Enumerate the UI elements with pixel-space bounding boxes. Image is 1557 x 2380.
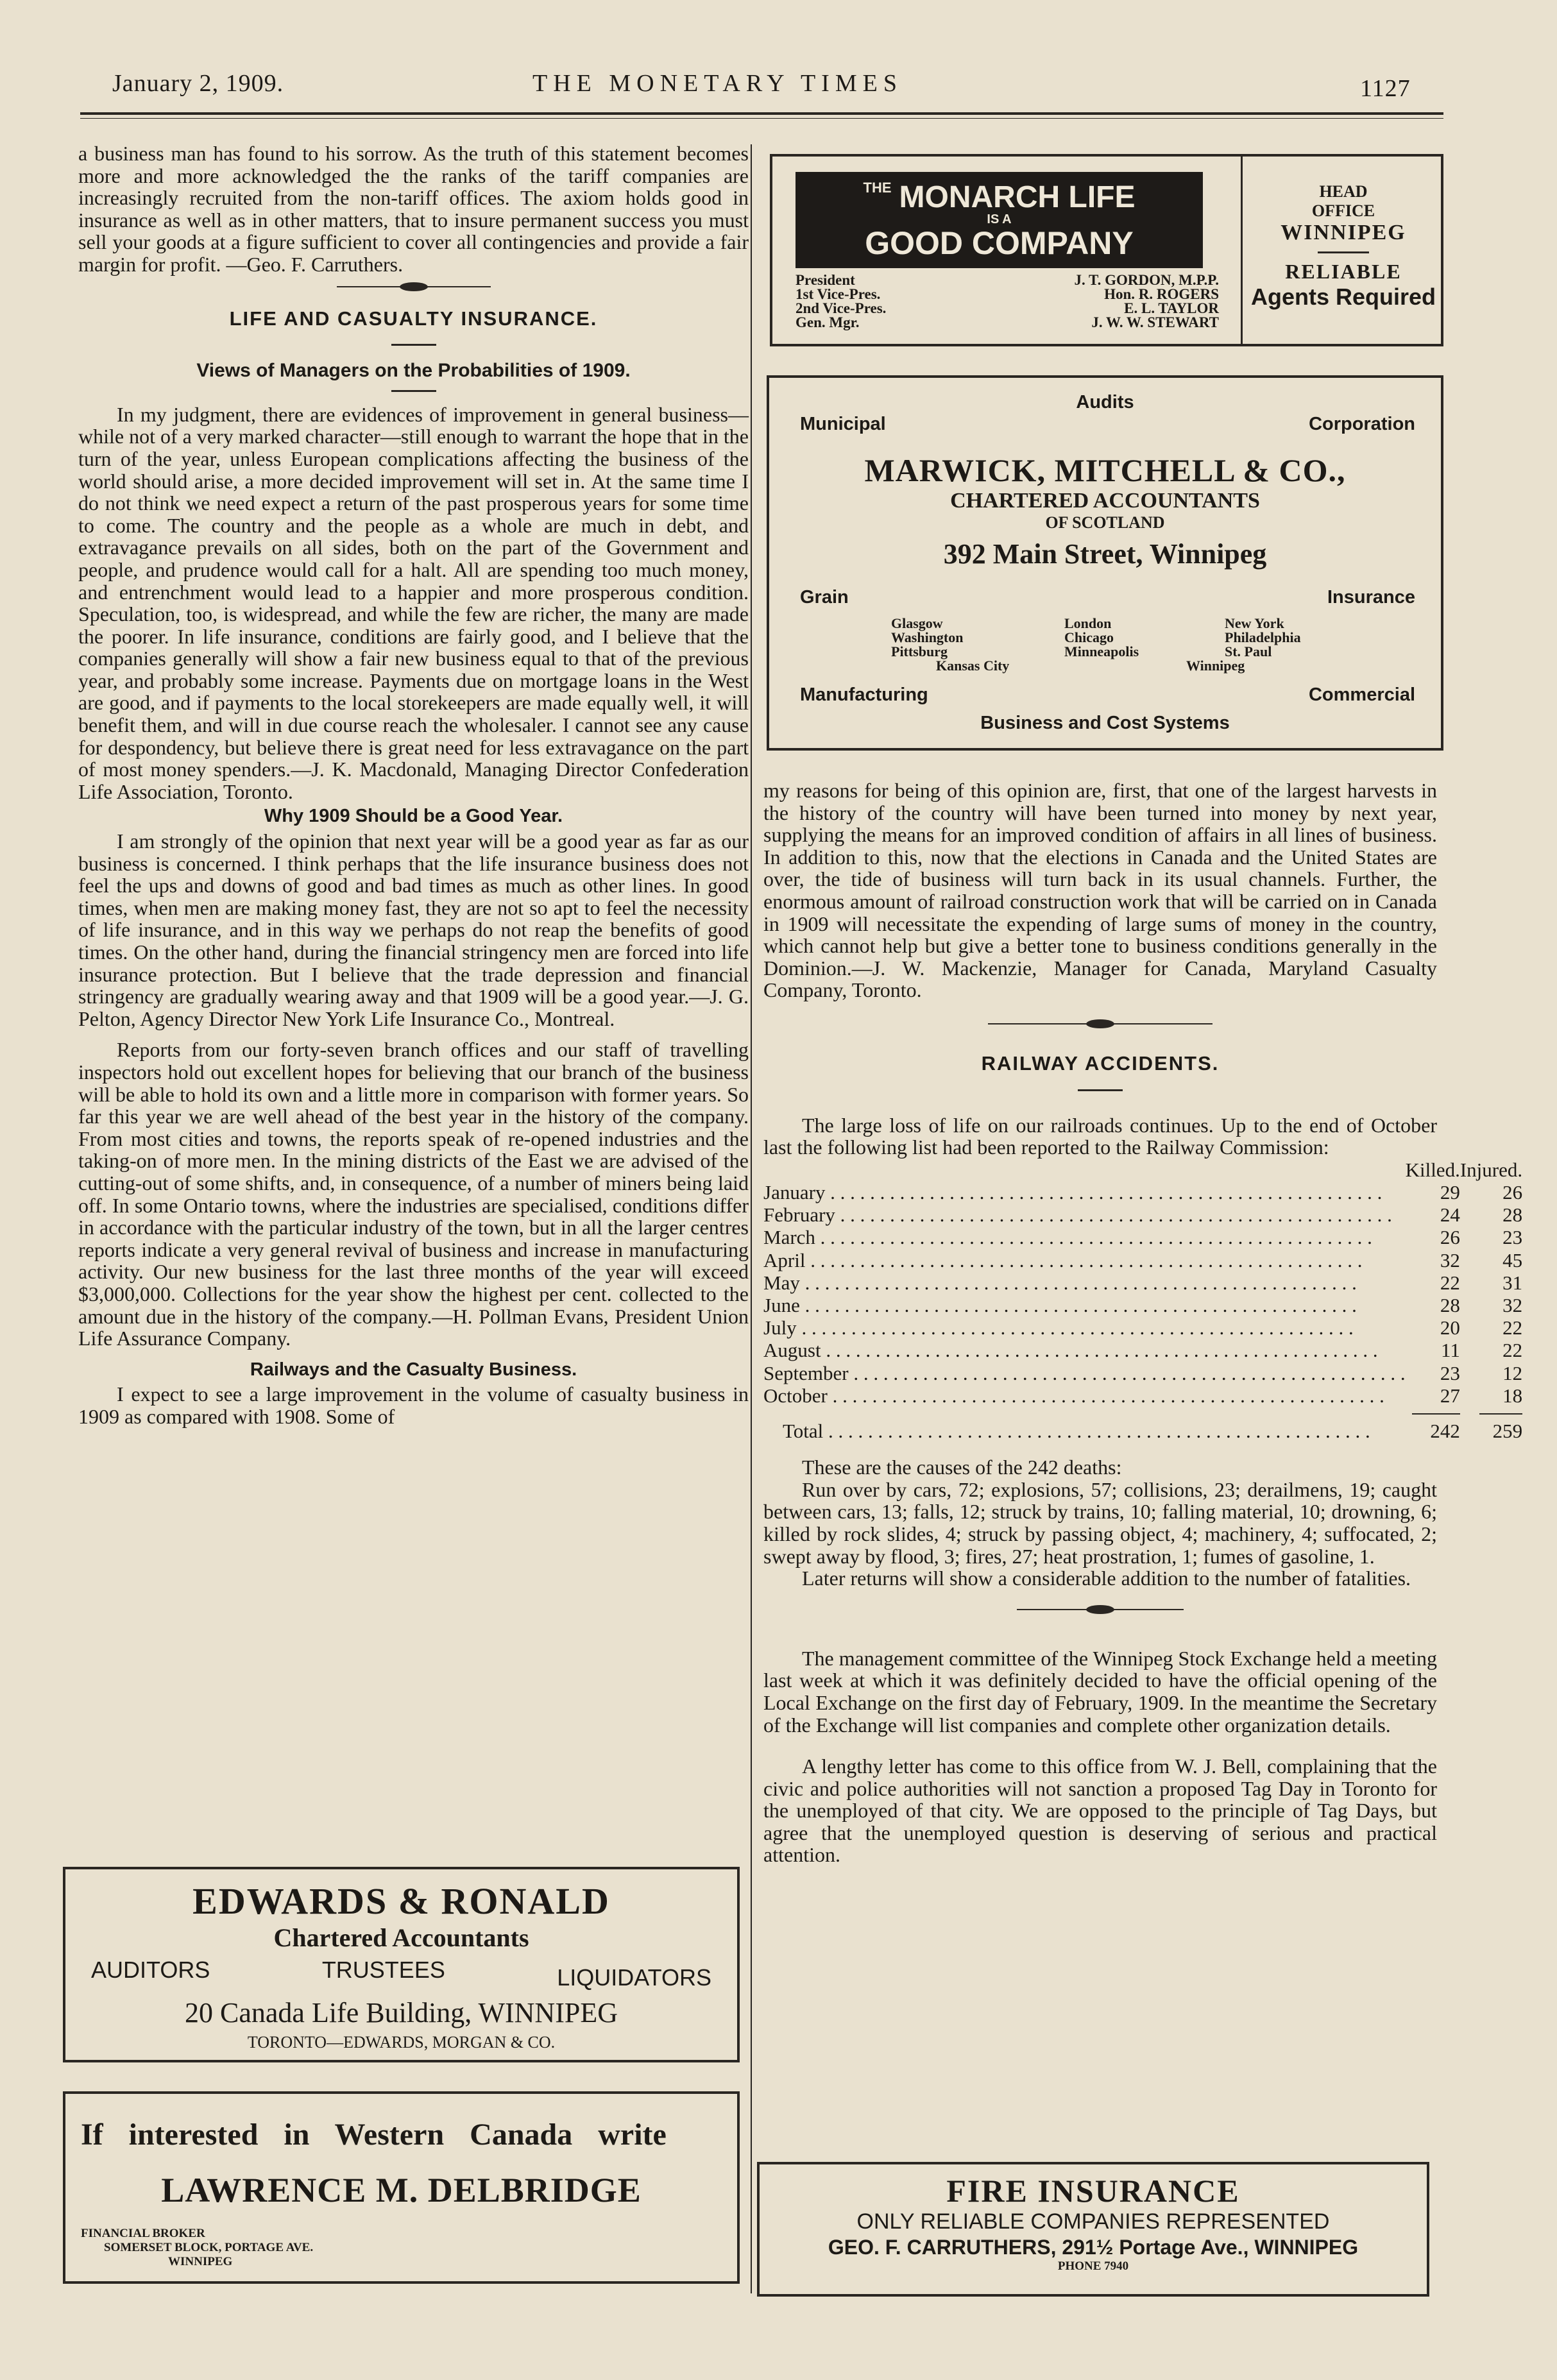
killed-value: 29 (1440, 1180, 1460, 1203)
killed-value: 22 (1440, 1271, 1460, 1294)
officer-name: E. L. TAYLOR (1124, 300, 1219, 316)
injured-value: 28 (1502, 1203, 1523, 1227)
section-heading: LIFE AND CASUALTY INSURANCE. (229, 307, 598, 330)
officer-name: J. T. GORDON, M.P.P. (1074, 272, 1219, 288)
month-label: July (763, 1316, 797, 1339)
marwick-commercial: Commercial (1308, 684, 1415, 705)
ornament-divider (1017, 1605, 1184, 1614)
injured-value: 22 (1502, 1339, 1523, 1362)
marwick-audits: Audits (1076, 392, 1134, 412)
left-column (78, 142, 749, 1427)
injured-value: 26 (1502, 1180, 1523, 1203)
later-returns: Later returns will show a considerable addition to the number of fatalities. (802, 1567, 1411, 1590)
stock-exchange-paragraph: The management committee of the Winnipeg Stock Exchange held a meeting last week at which it was definitely decided to have the official opening of the Local Exchange on the first day of February, 1909. In the meantime the Secretary of the Exchange will list companies and complete other organization details. (763, 1646, 1437, 1737)
edwards-services (65, 1953, 737, 1991)
edwards-ronald-name: EDWARDS & RONALD (192, 1880, 610, 1922)
table-row: September . . . . . . . . . . . . . . . . . . . . . . . . . . . . . . . . . . . . . . . . . . . . . . . . . . . . . . . . 23 12 (763, 1361, 1523, 1384)
month-label: January (763, 1180, 826, 1203)
table-row: May . . . . . . . . . . . . . . . . . . . . . . . . . . . . . . . . . . . . . . . . . . . . . . . . . . . . . . . . 22 31 (763, 1271, 1523, 1294)
killed-value: 23 (1440, 1361, 1460, 1384)
delbridge-role: FINANCIAL BROKER (81, 2227, 205, 2240)
city-name: Philadelphia (1225, 629, 1301, 645)
table-row: April . . . . . . . . . . . . . . . . . . . . . . . . . . . . . . . . . . . . . . . . . . . . . . . . . . . . . . . . 32 45 (763, 1248, 1523, 1271)
marwick-insurance: Insurance (1327, 587, 1415, 608)
reliable-label: RELIABLE (1285, 260, 1402, 283)
edwards-ronald-ad (63, 1867, 740, 2062)
running-date: January 2, 1909. (112, 70, 284, 97)
officer-name: J. W. W. STEWART (1091, 314, 1219, 330)
month-label: May (763, 1271, 800, 1294)
month-label: October (763, 1384, 828, 1407)
monarch-life-ad (770, 154, 1443, 346)
monarch-head-office (1247, 182, 1440, 310)
table-row: February . . . . . . . . . . . . . . . . . . . . . . . . . . . . . . . . . . . . . . . . . . . . . . . . . . . . . . . . 24 28 (763, 1203, 1523, 1227)
header-rule-thin (80, 118, 1443, 119)
officer-name: Hon. R. ROGERS (1104, 286, 1219, 302)
auditors-label: AUDITORS (91, 1957, 210, 1983)
railway-heading-rule (1078, 1089, 1123, 1091)
journal-title: THE MONETARY TIMES (532, 70, 903, 97)
table-row: October . . . . . . . . . . . . . . . . . . . . . . . . . . . . . . . . . . . . . . . . . . . . . . . . . . . . . . . . 27 18 (763, 1384, 1523, 1407)
fire-phone: PHONE 7940 (1057, 2259, 1129, 2273)
tag-day-paragraph: A lengthy letter has come to this office from W. J. Bell, complaining that the civic and police authorities will not sanction a proposed Tag Day in Toronto for the unemployed of that city. We are opposed to the principle of Tag Days, but agree that the unemployed question is deserving of serious and practical attention. (763, 1755, 1437, 1867)
killed-value: 24 (1440, 1203, 1460, 1227)
fire-insurance-ad (757, 2162, 1429, 2297)
city-name: New York (1225, 615, 1284, 631)
pelton-paragraph: I am strongly of the opinion that next year will be a good year as far as our business is concerned. I think perhaps that the life insurance business does not feel the ups and downs of good and bad times as much as other lines. In good times, when men are making money fast, they are not so apt to feel the necessity of life insurance, and in this way we perhaps do not reap the benefits of good times. On the other hand, during the financial stringency men are forced into life insurance protection. But I believe that the trade depression and financial stringency are gradually wearing away and that 1909 will be a good year.—J. G. Pelton, Agency Director New York Life Insurance Co., Montreal. (78, 829, 749, 1030)
total-rule-row (763, 1407, 1522, 1420)
delbridge-address: SOMERSET BLOCK, PORTAGE AVE. (104, 2241, 314, 2254)
mackenzie-paragraph: my reasons for being of this opinion are, first, that one of the largest harvests in the history of the country will have been turned into money by next year, supplying the means for an improved condition of affairs in all lines of business. In addition to this, now that the elections in Canada and the United States are over, the tide of business will turn back in its usual channels. Further, the enormous amount of railroad construction work that will be carried on in Canada in 1909 will necessitate the expending of large sums of money in the country, which cannot help but give a better tone to business conditions generally in the Dominion.—J. W. Mackenzie, Manager for Canada, Maryland Casualty Company, Toronto. (763, 779, 1437, 1002)
ornament-divider (337, 282, 491, 291)
month-label: September (763, 1361, 849, 1384)
city-name: Minneapolis (1064, 643, 1139, 659)
fire-address: GEO. F. CARRUTHERS, 291½ Portage Ave., WINNIPEG (828, 2236, 1359, 2259)
table-total-row: Total . . . . . . . . . . . . . . . . . . . . . . . . . . . . . . . . . . . . . . . . . . . . . . . . . . . . . . . 242 259 (783, 1419, 1523, 1442)
table-header-row (763, 1159, 1522, 1181)
office-label: OFFICE (1311, 201, 1375, 220)
macdonald-paragraph: In my judgment, there are evidences of improvement in general business—while not of a very marked character—still enough to warrant the hope that in the turn of the year, unless European complications affecting the business of the world should arise, a more decided improvement will set in. At the same time I do not think we need expect a return of the past prosperous years for some time to come. The country and the people as a whole are much in debt, and extravagance prevails on all sides, both on the part of the Government and people, and prudence would call for a halt. All are spending too much money, and entrenchment would lead to a happier and more prosperous condition. Speculation, too, is widespread, and while the few are richer, the many are made the poorer. In life insurance, conditions are fairly good, and I believe that the companies generally will show a fair new business equal to that of the previous year, and probably some increase. Payments due on mortgage loans in the West are good, and if payments to the local storekeepers are made equally well, it will benefit them, and will in due course reach the wholesaler. I cannot see any cause for despondency, but believe there is great need for less extravagance on the part of most money spenders.—J. K. Macdonald, Managing Director Confederation Life Association, Toronto. (78, 402, 749, 803)
head-label: HEAD (1319, 182, 1368, 201)
subheading-rule (391, 390, 436, 392)
city-name: Washington (891, 629, 964, 645)
table-row: August . . . . . . . . . . . . . . . . . . . . . . . . . . . . . . . . . . . . . . . . . . . . . . . . . . . . . . . . 11 22 (763, 1339, 1523, 1362)
killed-value: 28 (1440, 1293, 1460, 1316)
right-column (763, 779, 1523, 1867)
section-subheading: Views of Managers on the Probabilities of 1909. (196, 360, 631, 382)
monarch-officers (796, 273, 1219, 330)
monarch-the: THE (863, 180, 892, 196)
marwick-address: 392 Main Street, Winnipeg (943, 538, 1267, 570)
railway-intro: The large loss of life on our railroads continues. Up to the end of October last the following list had been reported to the Railway Commission: (763, 1113, 1437, 1159)
officer-title: 2nd Vice-Pres. (796, 300, 887, 316)
killed-value: 11 (1440, 1339, 1460, 1362)
month-label: August (763, 1339, 821, 1362)
table-row: March . . . . . . . . . . . . . . . . . . . . . . . . . . . . . . . . . . . . . . . . . . . . . . . . . . . . . . . . 26 23 (763, 1226, 1523, 1249)
marwick-mitchell-ad (767, 375, 1443, 751)
marwick-name: MARWICK, MITCHELL & CO., (864, 452, 1346, 488)
monarch-divider (1241, 157, 1243, 344)
marwick-manufacturing: Manufacturing (800, 684, 928, 705)
marwick-systems: Business and Cost Systems (980, 713, 1230, 733)
evans-paragraph: Reports from our forty-seven branch offices and our staff of travelling inspectors hold out excellent hopes for believing that our branch of the business will be able to hold its own and a little more in comparison with former years. So far this year we are well ahead of the best year in the history of the company. From most cities and towns, the reports speak of re-opened industries and the taking-on of more men. In the mining districts of the East we are advised of the cutting-out of some shifts, and, in consequence, of a number of miners being laid off. In some Ontario towns, where the industries are specialised, conditions differ in accordance with the particular industry of the town, but in all the larger centres reports indicate a very general revival of business and increase in manufacturing activity. Our new business for the last three months of the year will exceed $3,000,000. Collections for the year show the highest per cent. collected to the amount due in the history of the company.—H. Pollman Evans, President Union Life Assurance Company. (78, 1038, 749, 1350)
city-name: Glasgow (891, 615, 943, 631)
causes-intro: These are the causes of the 242 deaths: (802, 1456, 1122, 1479)
heading-rule (391, 344, 436, 346)
table-row: July . . . . . . . . . . . . . . . . . . . . . . . . . . . . . . . . . . . . . . . . . . . . . . . . . . . . . . . . 20 22 (763, 1316, 1523, 1339)
officer-title: Gen. Mgr. (796, 314, 860, 330)
officer-title: 1st Vice-Pres. (796, 286, 881, 302)
city-name: Pittsburg (891, 643, 948, 659)
intro-paragraph: a business man has found to his sorrow. As the truth of this statement becomes more and more acknowledged the the ranks of the tariff companies are increasingly recruited from the non-tariff offices. The axiom holds good in insurance as well as in other matters, that to insure permanent success you must sell your goods at a figure sufficient to cover all contingencies and provide a fair margin for profit. —Geo. F. Carruthers. (78, 142, 749, 276)
casualty-paragraph: I expect to see a large improvement in the volume of casualty business in 1909 as compared with 1908. Some of (78, 1382, 749, 1428)
header-rule (80, 112, 1443, 115)
monarch-name: MONARCH LIFE (899, 180, 1136, 214)
edwards-subtitle: Chartered Accountants (273, 1923, 529, 1952)
page-number: 1127 (1360, 75, 1411, 102)
month-label: March (763, 1226, 815, 1249)
marwick-municipal: Municipal (800, 414, 886, 434)
injured-value: 31 (1502, 1271, 1523, 1294)
monarch-is-a: IS A (987, 212, 1012, 226)
total-injured: 259 (1492, 1419, 1523, 1442)
causes-list: Run over by cars, 72; explosions, 57; collisions, 23; derailmens, 19; caught between cars, 13; falls, 12; struck by trains, 10; falling material, 10; drowning, 6; killed by rock slides, 4; struck by passing object, 4; machinery, 4; suffocated, 2; swept away by flood, 3; fires, 27; heat prostration, 1; fumes of gasoline, 1. (763, 1477, 1437, 1568)
delbridge-city: WINNIPEG (168, 2255, 233, 2268)
agents-required: Agents Required (1250, 284, 1436, 310)
monarch-banner (796, 172, 1203, 268)
city-name: Winnipeg (1186, 658, 1245, 674)
why-1909-heading: Why 1909 Should be a Good Year. (264, 806, 563, 827)
killed-value: 26 (1440, 1226, 1460, 1249)
city-name: London (1064, 615, 1112, 631)
delbridge-ad (63, 2091, 740, 2284)
monarch-rule (1318, 251, 1369, 253)
table-row: January . . . . . . . . . . . . . . . . . . . . . . . . . . . . . . . . . . . . . . . . . . . . . . . . . . . . . . . . 29 26 (763, 1180, 1523, 1203)
edwards-address: 20 Canada Life Building, WINNIPEG (185, 1997, 618, 2028)
injured-value: 12 (1502, 1361, 1523, 1384)
total-label: Total (783, 1419, 824, 1442)
city-name: Chicago (1064, 629, 1114, 645)
railways-casualty-heading: Railways and the Casualty Business. (250, 1359, 577, 1380)
killed-value: 27 (1440, 1384, 1460, 1407)
monarch-city: WINNIPEG (1280, 221, 1406, 244)
monarch-good-company: GOOD COMPANY (865, 225, 1134, 261)
killed-value: 20 (1440, 1316, 1460, 1339)
injured-value: 18 (1502, 1384, 1523, 1407)
ornament-divider (988, 1019, 1212, 1028)
liquidators-label: LIQUIDATORS (557, 1964, 711, 1991)
killed-value: 32 (1440, 1248, 1460, 1271)
city-name: St. Paul (1225, 643, 1272, 659)
injured-value: 45 (1502, 1248, 1523, 1271)
delbridge-tagline: If interested in Western Canada write (81, 2118, 667, 2152)
column-divider (751, 144, 752, 2293)
railway-heading: RAILWAY ACCIDENTS. (981, 1051, 1220, 1075)
month-label: February (763, 1203, 835, 1227)
officer-title: President (796, 272, 855, 288)
accidents-table (763, 1159, 1522, 1442)
city-name: Kansas City (936, 658, 1010, 674)
header-injured: Injured. (1459, 1158, 1523, 1181)
marwick-chartered: CHARTERED ACCOUNTANTS (950, 489, 1260, 513)
month-label: April (763, 1248, 806, 1271)
injured-value: 32 (1502, 1293, 1523, 1316)
header-killed: Killed. (1405, 1158, 1460, 1181)
month-label: June (763, 1293, 800, 1316)
trustees-label: TRUSTEES (321, 1957, 445, 1983)
injured-value: 22 (1502, 1316, 1523, 1339)
fire-title: FIRE INSURANCE (946, 2173, 1240, 2209)
edwards-toronto: TORONTO—EDWARDS, MORGAN & CO. (247, 2033, 556, 2052)
total-killed: 242 (1430, 1419, 1460, 1442)
table-row: June . . . . . . . . . . . . . . . . . . . . . . . . . . . . . . . . . . . . . . . . . . . . . . . . . . . . . . . . 28 32 (763, 1293, 1523, 1316)
marwick-scotland: OF SCOTLAND (1045, 513, 1165, 532)
marwick-corporation: Corporation (1309, 414, 1415, 434)
delbridge-name: LAWRENCE M. DELBRIDGE (161, 2171, 642, 2209)
injured-value: 23 (1502, 1226, 1523, 1249)
marwick-grain: Grain (800, 587, 849, 608)
fire-sub: ONLY RELIABLE COMPANIES REPRESENTED (856, 2209, 1330, 2234)
